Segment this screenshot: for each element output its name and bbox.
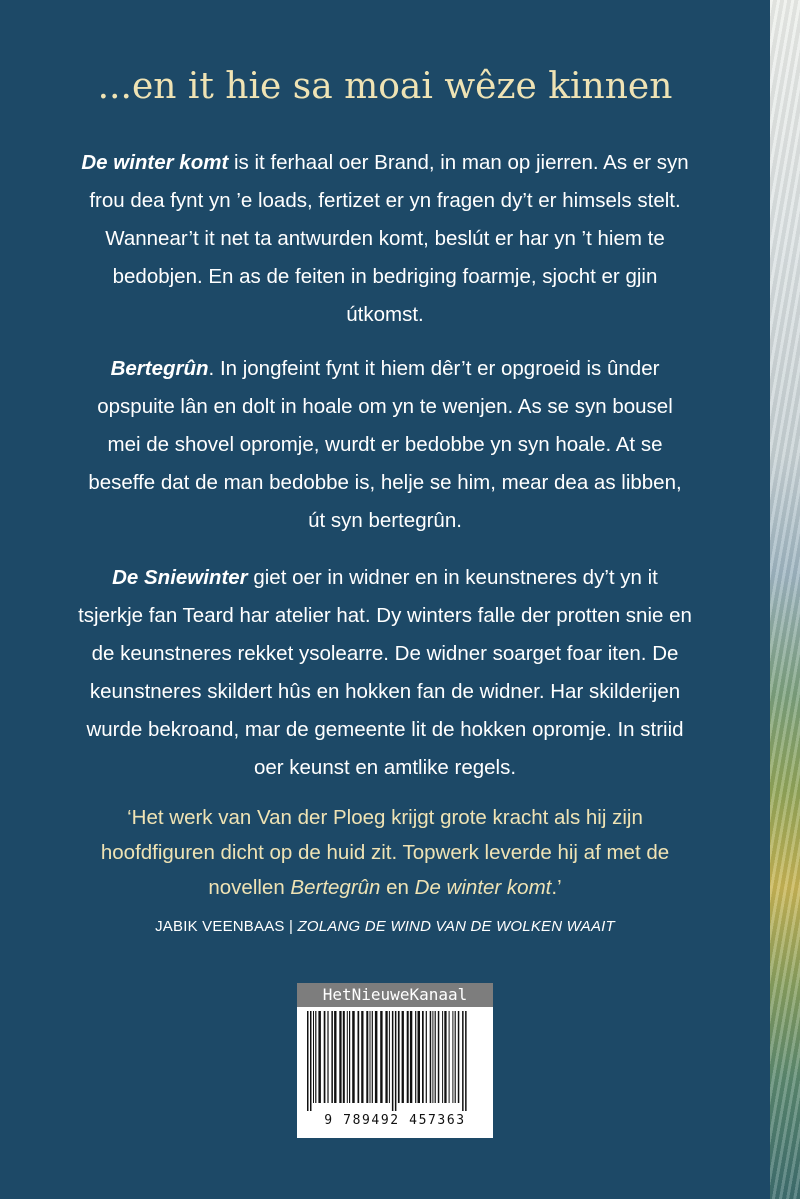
quote-text-3: .’ [551,876,562,899]
barcode-bar [310,1011,312,1111]
synopsis-text-1: is it ferhaal oer Brand, in man op jierren. As er syn frou dea fynt yn ’e loads, fertizet er yn fragen dy’t er himsels stelt. Wannear’t it net ta antwurden komt, beslút er har yn ’t hiem te bedobjen. En as de feiten in bedriging foarmje, sjocht er gjin útkomst. [89,151,689,326]
barcode-bar [380,1011,382,1103]
quote-text-2: en [380,876,415,899]
barcode-bar [361,1011,363,1103]
review-quote [70,800,700,905]
barcode-bar [352,1011,355,1103]
publisher-label: HetNieuweKanaal [297,983,493,1007]
barcode-bar [435,1011,436,1103]
attribution-separator: | [284,918,298,935]
barcode-bar [444,1011,446,1103]
barcode-bar [458,1011,460,1103]
barcode-bar [415,1011,416,1103]
barcode-bar [422,1011,424,1103]
barcode-bar [343,1011,345,1103]
barcode-bar [398,1011,400,1103]
synopsis-text-2: . In jongfeint fynt it hiem dêr’t er opgroeid is ûnder opspuite lân en dolt in hoale om yn te wenjen. As se syn bousel mei de shovel opromje, wurdt er bedobbe yn syn hoale. At se beseffe dat de man bedobbe is, helje se him, mear dea as libben, út syn bertegrûn. [88,357,682,532]
attribution-source: ZOLANG DE WIND VAN DE WOLKEN WAAIT [297,918,615,935]
barcode [297,1007,493,1138]
synopsis-title-2: Bertegrûn [110,357,209,380]
barcode-bar [465,1011,467,1111]
barcode-bar [438,1011,440,1103]
barcode-bar [313,1011,314,1103]
barcode-bar [331,1011,333,1103]
barcode-bar [402,1011,404,1103]
synopsis-paragraph-2 [78,350,692,540]
barcode-bar [395,1011,397,1111]
barcode-bar [418,1011,421,1103]
barcode-bars [303,1011,487,1111]
synopsis-text-3: giet oer in widner en in keunstneres dy’t yn it tsjerkje fan Teard har atelier hat. Dy winters falle der protten snie en de keunstneres rekket ysolearre. De widner soarget foar iten. De keunstneres skildert hûs en hokken fan de widner. Har skilderijen wurde bekroand, mar de gemeente lit de hokken opromje. In striid oer keunst en amtlike regels. [78,566,692,779]
barcode-bar [334,1011,336,1103]
cover-title: ...en it hie sa moai wêze kinnen [97,66,673,107]
quote-attribution [0,918,770,935]
barcode-bar [324,1011,326,1103]
barcode-bar [347,1011,348,1103]
barcode-bar [452,1011,453,1103]
barcode-bar [430,1011,432,1103]
barcode-bar [366,1011,368,1103]
quote-text-1: ‘Het werk van Van der Ploeg krijgt grote kracht als hij zijn hoofdfiguren dicht op de huid zit. Topwerk leverde hij af met de novellen [100,806,670,899]
barcode-bar [426,1011,427,1103]
barcode-bar [407,1011,409,1103]
barcode-bar [385,1011,387,1103]
barcode-bar [339,1011,341,1103]
quote-title-1: Bertegrûn [290,876,381,899]
barcode-bar [315,1011,316,1103]
barcode-bar [349,1011,350,1103]
barcode-bar [449,1011,450,1103]
barcode-bar [372,1011,373,1103]
barcode-bar [389,1011,390,1103]
barcode-bar [375,1011,378,1103]
synopsis-paragraph-1 [78,144,692,334]
barcode-bar [370,1011,371,1103]
quote-title-2: De winter komt [414,876,552,899]
barcode-bar [432,1011,433,1103]
barcode-bar [318,1011,321,1103]
isbn-number: 9 789492 457363 [324,1113,466,1128]
barcode-bar [410,1011,412,1103]
synopsis-title-1: De winter komt [81,151,229,174]
synopsis-paragraph-3 [78,559,692,787]
barcode-bar [462,1011,464,1111]
barcode-bar [455,1011,456,1103]
barcode-bar [358,1011,360,1103]
barcode-bar [307,1011,309,1111]
barcode-bar [442,1011,443,1103]
barcode-bar [327,1011,328,1103]
attribution-author: JABIK VEENBAAS [155,918,285,935]
cover-painting-edge [770,0,800,1199]
barcode-bar [392,1011,394,1111]
synopsis-title-3: De Sniewinter [112,566,248,589]
